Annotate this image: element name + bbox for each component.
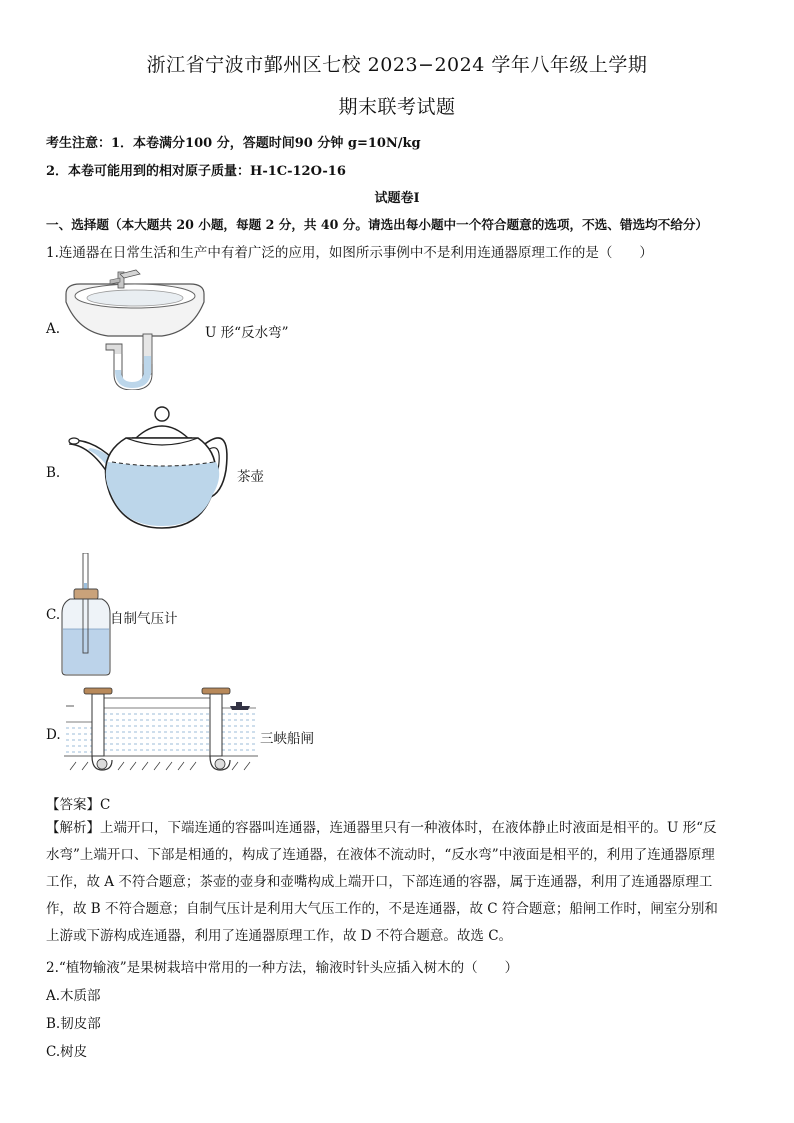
ship-lock-icon [62,684,258,774]
exam-note-1: 考生注意：1．本卷满分100 分，答题时间90 分钟 g=10N/kg [46,136,421,151]
analysis-label: 【解析】 [46,820,100,836]
option-c-letter: C. [46,607,61,623]
analysis-line-4: 作，故 B 不符合题意；自制气压计是利用大气压工作的，不是连通器，故 C 符合题意；船闸工作时，闸室分别和 [46,901,718,917]
option-d-caption: 三峡船闸 [260,731,314,747]
answer-line: 【答案】C [46,797,111,813]
page-title: 浙江省宁波市鄞州区七校 2023−2024 学年八年级上学期 [146,54,648,76]
analysis-line-1: 上端开口，下端连通的容器叫连通器，连通器里只有一种液体时，在液体静止时液面是相平的。U 形“反 [100,820,717,836]
sink-icon [62,266,207,390]
section-heading: 一、选择题（本大题共 20 小题，每题 2 分，共 40 分。请选出每小题中一个符合题意的选项，不选、错选均不给分） [46,217,709,232]
barometer-icon [60,553,112,677]
q2-option-a: A.木质部 [46,988,101,1004]
option-a-letter: A. [46,321,61,337]
question-2-stem: 2.“植物输液”是果树栽培中常用的一种方法，输液时针头应插入树木的（ ） [46,960,519,976]
q2-option-b: B.韧皮部 [46,1016,101,1032]
option-a-caption: U 形“反水弯” [205,325,289,341]
page-subtitle: 期末联考试题 [338,96,456,118]
option-c-caption: 自制气压计 [110,611,178,627]
analysis-line-3: 工作，故 A 不符合题意；茶壶的壶身和壶嘴构成上端开口，下部连通的容器，属于连通器，利用了连通器原理工 [46,874,713,890]
option-d-letter: D. [46,727,61,743]
analysis-line-2: 水弯”上端开口、下部是相通的，构成了连通器，在液体不流动时，“反水弯”中液面是相平的，利用了连通器原理 [46,847,715,863]
q2-option-c: C.树皮 [46,1044,88,1060]
teapot-icon [66,404,234,532]
paper-label: 试题卷Ⅰ [374,191,420,206]
analysis-block [46,815,748,950]
option-b-letter: B. [46,465,61,481]
exam-note-2: 2．本卷可能用到的相对原子质量：H-1C-12O-16 [46,164,346,179]
analysis-line-5: 上游或下游构成连通器，利用了连通器原理工作，故 D 不符合题意。故选 C。 [46,928,513,944]
option-b-caption: 茶壶 [237,469,264,485]
question-1-stem: 1.连通器在日常生活和生产中有着广泛的应用，如图所示事例中不是利用连通器原理工作的是（ ） [46,245,653,261]
